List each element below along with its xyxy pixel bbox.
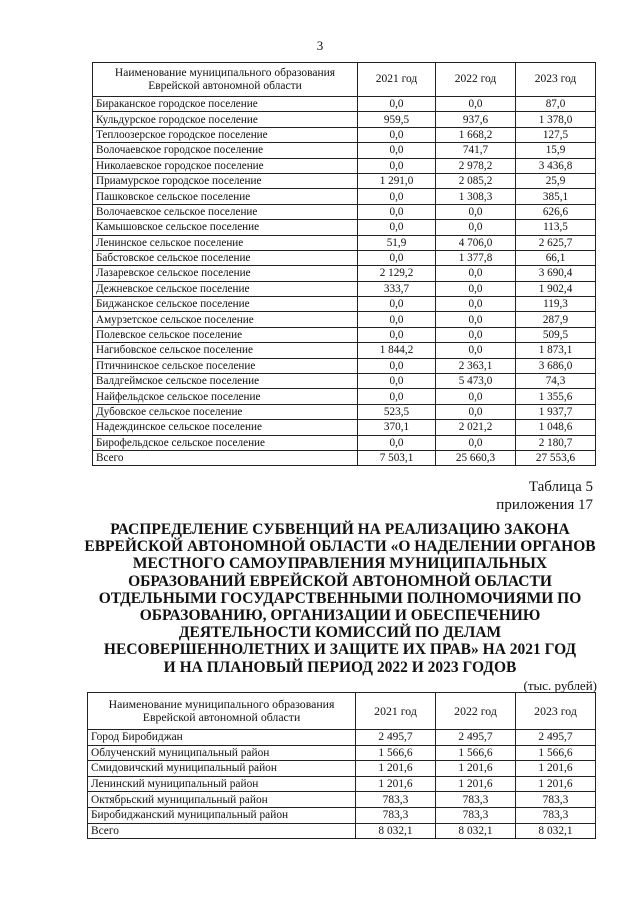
amount-cell-2021: 0,0 [358, 97, 436, 112]
table-row [93, 312, 596, 327]
amount-cell-2023: 1 873,1 [516, 343, 596, 358]
table-row [88, 761, 596, 777]
amount-cell-2022: 4 706,0 [436, 235, 516, 250]
amount-cell-2021: 2 495,7 [356, 730, 436, 746]
amount-cell-2023: 3 436,8 [516, 158, 596, 173]
amount-cell-2021: 0,0 [358, 250, 436, 265]
amount-cell-2021: 333,7 [358, 281, 436, 296]
amount-cell-2022: 0,0 [436, 343, 516, 358]
amount-cell-2021: 0,0 [358, 189, 436, 204]
amount-cell-2022: 937,6 [436, 112, 516, 127]
amount-cell-2023: 287,9 [516, 312, 596, 327]
header-2022: 2022 год [436, 63, 516, 97]
amount-cell-2023: 626,6 [516, 204, 596, 219]
municipality-name-cell: Пашковское сельское поселение [93, 189, 358, 204]
amount-cell-2022: 1 668,2 [436, 127, 516, 142]
table-row [93, 450, 596, 465]
municipality-name-cell: Бабстовское сельское поселение [93, 250, 358, 265]
amount-cell-2023: 15,9 [516, 143, 596, 158]
amount-cell-2021: 783,3 [356, 807, 436, 823]
table-row [88, 776, 596, 792]
table-row [88, 745, 596, 761]
amount-cell-2021: 783,3 [356, 792, 436, 808]
amount-cell-2023: 783,3 [516, 792, 596, 808]
table-body [93, 97, 596, 466]
table-row [93, 281, 596, 296]
amount-cell-2021: 0,0 [358, 312, 436, 327]
amount-cell-2023: 1 201,6 [516, 761, 596, 777]
amount-cell-2022: 783,3 [436, 792, 516, 808]
table-row [93, 327, 596, 342]
amount-cell-2022: 2 363,1 [436, 358, 516, 373]
amount-cell-2021: 7 503,1 [358, 450, 436, 465]
amount-cell-2021: 0,0 [358, 327, 436, 342]
table-row [93, 158, 596, 173]
amount-cell-2022: 0,0 [436, 327, 516, 342]
title-line: ДЕЯТЕЛЬНОСТИ КОМИССИЙ ПО ДЕЛАМ [178, 624, 502, 642]
amount-cell-2021: 0,0 [358, 374, 436, 389]
amount-cell-2021: 1 566,6 [356, 745, 436, 761]
title-line: ОБРАЗОВАНИЮ, ОРГАНИЗАЦИИ И ОБЕСПЕЧЕНИЮ [139, 607, 541, 625]
amount-cell-2022: 2 978,2 [436, 158, 516, 173]
amount-cell-2022: 1 201,6 [436, 761, 516, 777]
municipality-name-cell: Биджанское сельское поселение [93, 297, 358, 312]
municipality-name-cell: Ленинское сельское поселение [93, 235, 358, 250]
table-row [93, 235, 596, 250]
municipality-name-cell: Облученский муниципальный район [88, 745, 356, 761]
amount-cell-2023: 783,3 [516, 807, 596, 823]
table-row [88, 730, 596, 746]
amount-cell-2021: 1 844,2 [358, 343, 436, 358]
amount-cell-2023: 8 032,1 [516, 823, 596, 839]
municipality-name-cell: Валдгеймское сельское поселение [93, 374, 358, 389]
municipality-name-cell: Кульдурское городское поселение [93, 112, 358, 127]
amount-cell-2023: 1 937,7 [516, 404, 596, 419]
municipality-name-cell: Дежневское сельское поселение [93, 281, 358, 296]
municipality-name-cell: Камышовское сельское поселение [93, 220, 358, 235]
municipality-name-cell: Николаевское городское поселение [93, 158, 358, 173]
table-caption [496, 478, 593, 514]
municipality-name-cell: Найфельдское сельское поселение [93, 389, 358, 404]
municipality-name-cell: Смидовичский муниципальный район [88, 761, 356, 777]
amount-cell-2022: 0,0 [436, 297, 516, 312]
header-2023: 2023 год [516, 693, 596, 730]
amount-cell-2022: 8 032,1 [436, 823, 516, 839]
amount-cell-2021: 0,0 [358, 127, 436, 142]
amount-cell-2021: 0,0 [358, 158, 436, 173]
amount-cell-2022: 2 021,2 [436, 420, 516, 435]
municipality-name-cell: Волочаевское сельское поселение [93, 204, 358, 219]
municipality-name-cell: Теплоозерское городское поселение [93, 127, 358, 142]
amount-cell-2022: 0,0 [436, 389, 516, 404]
amount-cell-2022: 1 566,6 [436, 745, 516, 761]
amount-cell-2021: 1 201,6 [356, 761, 436, 777]
header-2021: 2021 год [356, 693, 436, 730]
amount-cell-2022: 0,0 [436, 97, 516, 112]
amount-cell-2021: 523,5 [358, 404, 436, 419]
municipality-name-cell: Биробиджанский муниципальный район [88, 807, 356, 823]
header-municipality: Наименование муниципального образования Еврейской автономной области [93, 63, 358, 97]
section-title [80, 521, 600, 676]
appendix-reference: приложения 17 [496, 497, 593, 513]
subsidy-table-districts [87, 692, 596, 839]
header-municipality: Наименование муниципального образования Еврейской автономной области [88, 693, 356, 730]
table-row [93, 189, 596, 204]
page-number: 3 [316, 38, 324, 53]
amount-cell-2023: 2 180,7 [516, 435, 596, 450]
amount-cell-2022: 25 660,3 [436, 450, 516, 465]
table-row [93, 374, 596, 389]
amount-cell-2023: 119,3 [516, 297, 596, 312]
amount-cell-2023: 1 201,6 [516, 776, 596, 792]
table-row [93, 204, 596, 219]
amount-cell-2023: 3 690,4 [516, 266, 596, 281]
table-row [93, 420, 596, 435]
table-row [93, 343, 596, 358]
municipality-name-cell: Бирофельдское сельское поселение [93, 435, 358, 450]
amount-cell-2022: 1 377,8 [436, 250, 516, 265]
title-line: МЕСТНОГО САМОУПРАВЛЕНИЯ МУНИЦИПАЛЬНЫХ [132, 555, 548, 573]
amount-cell-2021: 0,0 [358, 143, 436, 158]
municipality-name-cell: Полевское сельское поселение [93, 327, 358, 342]
amount-cell-2021: 370,1 [358, 420, 436, 435]
amount-cell-2023: 74,3 [516, 374, 596, 389]
municipality-name-cell: Нагибовское сельское поселение [93, 343, 358, 358]
amount-cell-2022: 783,3 [436, 807, 516, 823]
municipality-name-cell: Бираканское городское поселение [93, 97, 358, 112]
amount-cell-2023: 127,5 [516, 127, 596, 142]
title-line: И НА ПЛАНОВЫЙ ПЕРИОД 2022 И 2023 ГОДОВ [163, 658, 517, 676]
amount-cell-2021: 8 032,1 [356, 823, 436, 839]
amount-cell-2022: 0,0 [436, 220, 516, 235]
amount-cell-2022: 1 201,6 [436, 776, 516, 792]
municipality-name-cell: Дубовское сельское поселение [93, 404, 358, 419]
table-number: Таблица 5 [528, 479, 593, 495]
amount-cell-2023: 1 566,6 [516, 745, 596, 761]
table-row [93, 389, 596, 404]
amount-cell-2021: 51,9 [358, 235, 436, 250]
amount-cell-2023: 113,5 [516, 220, 596, 235]
amount-cell-2022: 1 308,3 [436, 189, 516, 204]
amount-cell-2021: 1 291,0 [358, 173, 436, 188]
amount-cell-2023: 25,9 [516, 173, 596, 188]
amount-cell-2022: 0,0 [436, 404, 516, 419]
amount-cell-2023: 87,0 [516, 97, 596, 112]
title-line: РАСПРЕДЕЛЕНИЕ СУБВЕНЦИЙ НА РЕАЛИЗАЦИЮ ЗАКОНА [110, 521, 570, 538]
table-row [88, 823, 596, 839]
amount-cell-2021: 959,5 [358, 112, 436, 127]
amount-cell-2022: 5 473,0 [436, 374, 516, 389]
amount-cell-2021: 0,0 [358, 204, 436, 219]
subsidy-table-settlements [92, 62, 596, 466]
municipality-name-cell: Лазаревское сельское поселение [93, 266, 358, 281]
amount-cell-2021: 1 201,6 [356, 776, 436, 792]
municipality-name-cell: Волочаевское городское поселение [93, 143, 358, 158]
table-row [88, 792, 596, 808]
amount-cell-2022: 0,0 [436, 204, 516, 219]
municipality-name-cell: Ленинский муниципальный район [88, 776, 356, 792]
amount-cell-2021: 0,0 [358, 435, 436, 450]
municipality-name-cell: Всего [93, 450, 358, 465]
amount-cell-2022: 0,0 [436, 266, 516, 281]
header-2021: 2021 год [358, 63, 436, 97]
table-header-row [93, 63, 596, 97]
amount-cell-2021: 0,0 [358, 220, 436, 235]
municipality-name-cell: Октябрьский муниципальный район [88, 792, 356, 808]
title-line: НЕСОВЕРШЕННОЛЕТНИХ И ЗАЩИТЕ ИХ ПРАВ» НА 2021 ГОД [103, 641, 577, 659]
amount-cell-2021: 0,0 [358, 358, 436, 373]
amount-cell-2023: 2 495,7 [516, 730, 596, 746]
municipality-name-cell: Город Биробиджан [88, 730, 356, 746]
amount-cell-2023: 1 378,0 [516, 112, 596, 127]
title-line: ЕВРЕЙСКОЙ АВТОНОМНОЙ ОБЛАСТИ «О НАДЕЛЕНИИ ОРГАНОВ [84, 538, 596, 556]
amount-cell-2023: 3 686,0 [516, 358, 596, 373]
table-row [93, 266, 596, 281]
table-row [88, 807, 596, 823]
amount-cell-2023: 509,5 [516, 327, 596, 342]
table-row [93, 250, 596, 265]
units-label: (тыс. рублей) [523, 678, 597, 693]
amount-cell-2022: 0,0 [436, 281, 516, 296]
header-2023: 2023 год [516, 63, 596, 97]
table-row [93, 97, 596, 112]
amount-cell-2023: 1 902,4 [516, 281, 596, 296]
table-row [93, 358, 596, 373]
table-row [93, 112, 596, 127]
amount-cell-2022: 741,7 [436, 143, 516, 158]
municipality-name-cell: Надеждинское сельское поселение [93, 420, 358, 435]
title-line: ОБРАЗОВАНИЙ ЕВРЕЙСКОЙ АВТОНОМНОЙ ОБЛАСТИ [128, 572, 552, 590]
table-body [88, 730, 596, 839]
header-2022: 2022 год [436, 693, 516, 730]
table-header-row [88, 693, 596, 730]
amount-cell-2022: 2 085,2 [436, 173, 516, 188]
amount-cell-2022: 0,0 [436, 312, 516, 327]
municipality-name-cell: Всего [88, 823, 356, 839]
amount-cell-2023: 2 625,7 [516, 235, 596, 250]
amount-cell-2023: 66,1 [516, 250, 596, 265]
table-row [93, 173, 596, 188]
amount-cell-2023: 385,1 [516, 189, 596, 204]
table-row [93, 143, 596, 158]
title-line: ОТДЕЛЬНЫМИ ГОСУДАРСТВЕННЫМИ ПОЛНОМОЧИЯМИ ПО [98, 589, 582, 607]
municipality-name-cell: Амурзетское сельское поселение [93, 312, 358, 327]
amount-cell-2022: 0,0 [436, 435, 516, 450]
amount-cell-2021: 0,0 [358, 297, 436, 312]
amount-cell-2023: 1 355,6 [516, 389, 596, 404]
amount-cell-2023: 27 553,6 [516, 450, 596, 465]
table-row [93, 435, 596, 450]
amount-cell-2021: 2 129,2 [358, 266, 436, 281]
table-row [93, 127, 596, 142]
amount-cell-2021: 0,0 [358, 389, 436, 404]
table-row [93, 297, 596, 312]
municipality-name-cell: Птичнинское сельское поселение [93, 358, 358, 373]
amount-cell-2022: 2 495,7 [436, 730, 516, 746]
table-row [93, 404, 596, 419]
municipality-name-cell: Приамурское городское поселение [93, 173, 358, 188]
table-row [93, 220, 596, 235]
amount-cell-2023: 1 048,6 [516, 420, 596, 435]
